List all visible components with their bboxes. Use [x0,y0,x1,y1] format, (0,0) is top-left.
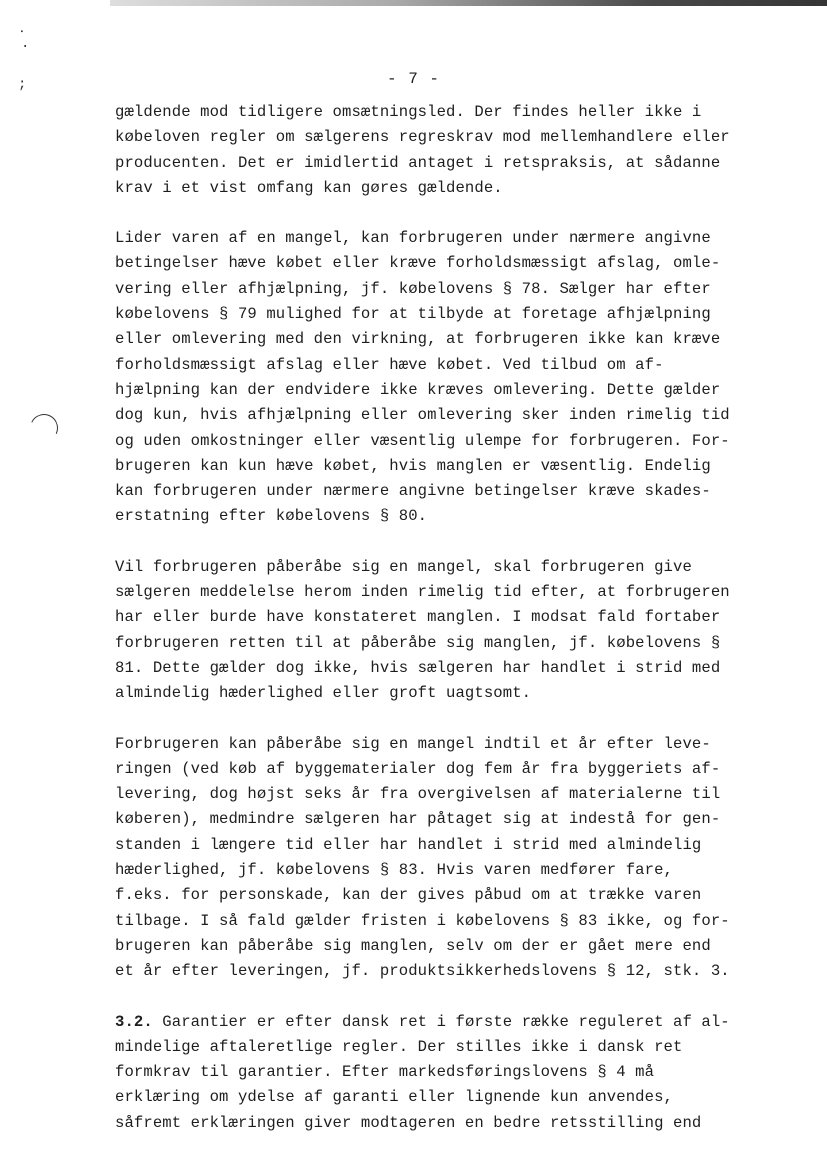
text-line: betingelser hæve købet eller kræve forholdsmæssigt afslag, omle- [115,254,721,273]
text-line: såfremt erklæringen giver modtageren en bedre retsstilling end [115,1113,702,1132]
text-line [115,1010,783,1035]
paragraph [115,555,783,707]
text-line: Lider varen af en mangel, kan forbrugeren under nærmere angivne [115,229,711,248]
text-line: Forbrugeren kan påberåbe sig en mangel indtil et år efter leve- [115,734,711,753]
text-line: har eller burde have konstateret manglen. I modsat fald fortaber [115,608,721,627]
section-paragraph [115,1010,783,1136]
text-line: brugeren kan kun hæve købet, hvis manglen er væsentlig. Endelig [115,456,711,475]
text-line: levering, dog højst seks år fra overgivelsen af materialerne til [115,785,721,804]
text-line: almindelig hæderlighed eller groft uagtsomt. [115,684,532,703]
margin-mark: ⸳ [20,23,24,39]
paragraph [115,226,783,530]
text-line: mindelige aftaleretlige regler. Der stilles ikke i dansk ret [115,1037,683,1056]
text-line: producenten. Det er imidlertid antaget i retspraksis, at sådanne [115,153,721,172]
text-line: kan forbrugeren under nærmere angivne betingelser kræve skades- [115,482,711,501]
text-line: erklæring om ydelse af garanti eller lignende kun anvendes, [115,1088,674,1107]
margin-mark: ; [18,77,27,93]
text-line: forholdsmæssigt afslag eller hæve købet. Ved tilbud om af- [115,355,664,374]
text-line: krav i et vist omfang kan gøres gældende. [115,178,503,197]
text-line: vering eller afhjælpning, jf. købelovens § 78. Sælger har efter [115,279,711,298]
text-line: standen i længere tid eller har handlet i strid med almindelig [115,835,702,854]
text-line: f.eks. for personskade, kan der gives påbud om at trække varen [115,886,702,905]
text-line: hjælpning kan der endvidere ikke kræves omlevering. Dette gælder [115,380,721,399]
text-line: købelovens § 79 mulighed for at tilbyde at foretage afhjælpning [115,305,711,324]
text-line: forbrugeren retten til at påberåbe sig manglen, jf. købelovens § [115,633,721,652]
text-line: et år efter leveringen, jf. produktsikkerhedslovens § 12, stk. 3. [115,962,730,981]
text-line: ringen (ved køb af byggematerialer dog fem år fra byggeriets af- [115,759,721,778]
page-number: - 7 - [386,70,440,88]
section-text: Garantier er efter dansk ret i første række reguleret af al- [152,1012,730,1031]
text-line: eller omlevering med den virkning, at forbrugeren ikke kan kræve [115,330,721,349]
text-line: erstatning efter købelovens § 80. [115,507,428,526]
margin-mark: · [21,39,30,55]
text-line: dog kun, hvis afhjælpning eller omlevering sker inden rimelig tid [115,406,730,425]
paragraph [115,100,783,201]
document-body [115,100,783,1161]
hole-punch-mark [26,410,62,446]
text-line: Vil forbrugeren påberåbe sig en mangel, skal forbrugeren give [115,557,692,576]
paragraph [115,732,783,985]
text-line: sælgeren meddelelse herom inden rimelig tid efter, at forbrugeren [115,583,730,602]
text-line: brugeren kan påberåbe sig manglen, selv om der er gået mere end [115,936,711,955]
text-line: hæderlighed, jf. købelovens § 83. Hvis varen medfører fare, [115,861,674,880]
section-number: 3.2. [115,1012,153,1031]
text-line: gældende mod tidligere omsætningsled. Der findes heller ikke i [115,103,702,121]
text-line: og uden omkostninger eller væsentlig ulempe for forbrugeren. For- [115,431,730,450]
text-line: køberen), medmindre sælgeren har påtaget sig at indestå for gen- [115,810,721,829]
text-line: købeloven regler om sælgerens regreskrav mod mellemhandlere eller [115,128,730,147]
scan-edge [110,0,827,6]
text-line: 81. Dette gælder dog ikke, hvis sælgeren har handlet i strid med [115,658,721,677]
text-line: tilbage. I så fald gælder fristen i købelovens § 83 ikke, og for- [115,911,730,930]
text-line: formkrav til garantier. Efter markedsføringslovens § 4 må [115,1063,655,1082]
